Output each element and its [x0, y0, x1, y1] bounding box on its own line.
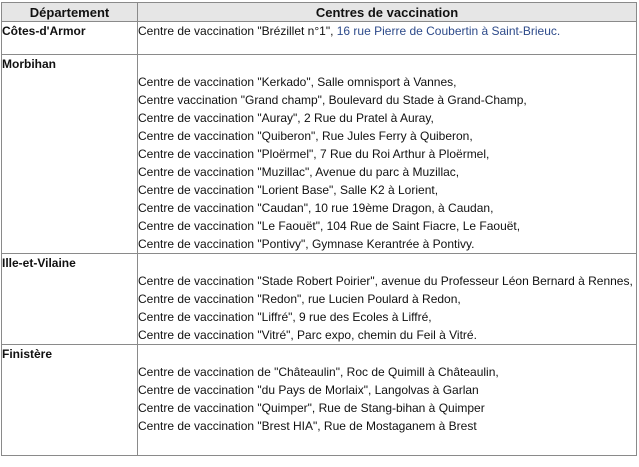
centre-item: Centre de vaccination "Auray", 2 Rue du Pratel à Auray, [138, 111, 434, 125]
centre-item: Centre de vaccination de "Châteaulin", Roc de Quimill à Châteaulin, [138, 365, 499, 379]
vaccination-centres-table [1, 2, 637, 456]
centre-name: Centre de vaccination "Brézillet n°1", [138, 24, 337, 38]
centres-cell [138, 55, 637, 254]
table-row [2, 22, 637, 55]
centre-item: Centre de vaccination "Liffré", 9 rue des Ecoles à Liffré, [138, 310, 432, 324]
table-row [2, 55, 637, 254]
centre-item: Centre vaccination "Grand champ", Boulevard du Stade à Grand-Champ, [138, 93, 527, 107]
centre-item: Centre de vaccination "Stade Robert Poirier", avenue du Professeur Léon Bernard à Rennes, [138, 274, 633, 288]
centre-item: Centre de vaccination "Kerkado", Salle omnisport à Vannes, [138, 75, 457, 89]
centre-item: Centre de vaccination "du Pays de Morlaix", Langolvas à Garlan [138, 383, 479, 397]
table-row [2, 254, 637, 345]
centre-item [138, 22, 636, 40]
departement-cell: Ille-et-Vilaine [2, 254, 138, 345]
centre-item: Centre de vaccination "Brest HIA", Rue de Mostaganem à Brest [138, 419, 477, 433]
centre-item: Centre de vaccination "Quimper", Rue de Stang-bihan à Quimper [138, 401, 485, 415]
centres-cell [138, 22, 637, 55]
table-row [2, 345, 637, 456]
centre-address: 16 rue Pierre de Coubertin à Saint-Brieuc. [336, 24, 561, 38]
centre-item: Centre de vaccination "Redon", rue Lucien Poulard à Redon, [138, 292, 461, 306]
centre-item: Centre de vaccination "Caudan", 10 rue 19ème Dragon, à Caudan, [138, 201, 494, 215]
centre-item: Centre de vaccination "Vitré", Parc expo, chemin du Feil à Vitré. [138, 328, 477, 342]
blank-line [138, 345, 636, 363]
departement-cell: Côtes-d'Armor [2, 22, 138, 55]
centre-item: Centre de vaccination "Le Faouët", 104 Rue de Saint Fiacre, Le Faouët, [138, 219, 521, 233]
centre-item: Centre de vaccination "Quiberon", Rue Jules Ferry à Quiberon, [138, 129, 473, 143]
centre-item: Centre de vaccination "Pontivy", Gymnase Kerantrée à Pontivy. [138, 237, 475, 251]
blank-line [138, 55, 636, 73]
header-row [2, 3, 637, 22]
centre-item: Centre de vaccination "Lorient Base", Salle K2 à Lorient, [138, 183, 439, 197]
centres-cell [138, 345, 637, 456]
centre-item: Centre de vaccination "Muzillac", Avenue du parc à Muzillac, [138, 165, 460, 179]
departement-cell: Finistère [2, 345, 138, 456]
centres-cell [138, 254, 637, 345]
header-centres: Centres de vaccination [138, 3, 637, 22]
departement-cell: Morbihan [2, 55, 138, 254]
centre-item: Centre de vaccination "Ploërmel", 7 Rue du Roi Arthur à Ploërmel, [138, 147, 490, 161]
blank-line [138, 254, 636, 272]
header-departement: Département [2, 3, 138, 22]
